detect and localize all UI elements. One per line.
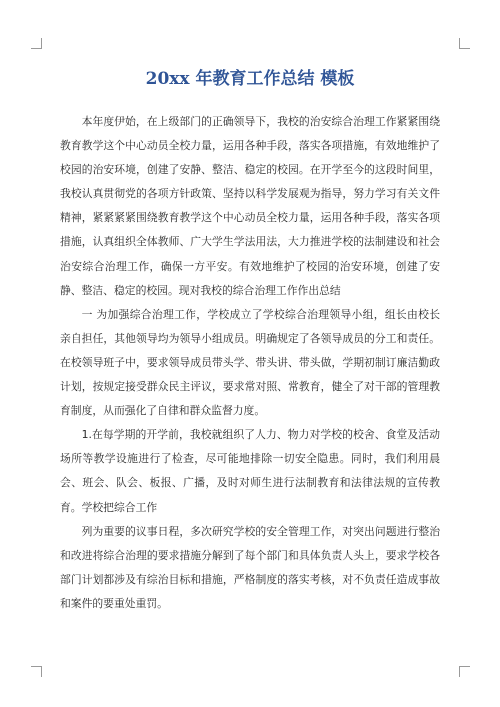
crop-mark-bottom-left xyxy=(31,666,42,677)
crop-mark-bottom-right xyxy=(459,666,470,677)
crop-mark-top-right xyxy=(459,38,470,49)
paragraph-section-one: 一 为加强综合治理工作，学校成立了学校综合治理领导小组，组长由校长亲自担任，其他领导均为领导小组成员。明确规定了各领导成员的分工和责任。在校领导班子中，要求领导成员带头学、带头讲、带头做，学期初制订廉洁勤政计划，按规定接受群众民主评议，要求常对照、常教育，健全了对干部的管理教育制度，从而强化了自律和群众监督力度。 xyxy=(60,307,440,418)
paragraph-continuation: 列为重要的议事日程，多次研究学校的安全管理工作，对突出问题进行整治和改进将综合治理的要求措施分解到了每个部门和具体负责人头上，要求学校各部门计划都涉及有综治目标和措施，严格制度的落实考核，对不负责任造成事故和案件的要重处重罚。 xyxy=(60,524,440,610)
paragraph-intro: 本年度伊始，在上级部门的正确领导下，我校的治安综合治理工作紧紧围绕教育教学这个中心动员全校力量，运用各种手段，落实各项措施，有效地维护了校园的治安环境，创建了安静、整洁、稳定的校园。在开学至今的这段时间里，我校认真贯彻党的各项方针政策、坚持以科学发展观为指导，努力学习有关文件精神，紧紧紧紧围绕教育教学这个中心动员全校力量，运用各种手段，落实各项措施，认真组织全体教师、广大学生学法用法，大力推进学校的法制建设和社会治安综合治理工作，确保一方平安。有效地维护了校园的治安环境，创建了安静、整洁、稳定的校园。现对我校的综合治理工作作出总结 xyxy=(60,115,440,297)
document-body xyxy=(60,110,440,616)
page-title: 20xx 年教育工作总结 模板 xyxy=(145,69,355,89)
paragraph-item-one: 1.在每学期的开学前，我校就组织了人力、物力对学校的校舍、食堂及活动场所等教学设施进行了检查，尽可能地排除一切安全隐患。同时，我们利用晨会、班会、队会、板报、广播，及时对师生进行法制教育和法律法规的宣传教育。学校把综合工作 xyxy=(60,428,440,514)
crop-mark-top-left xyxy=(31,38,42,49)
